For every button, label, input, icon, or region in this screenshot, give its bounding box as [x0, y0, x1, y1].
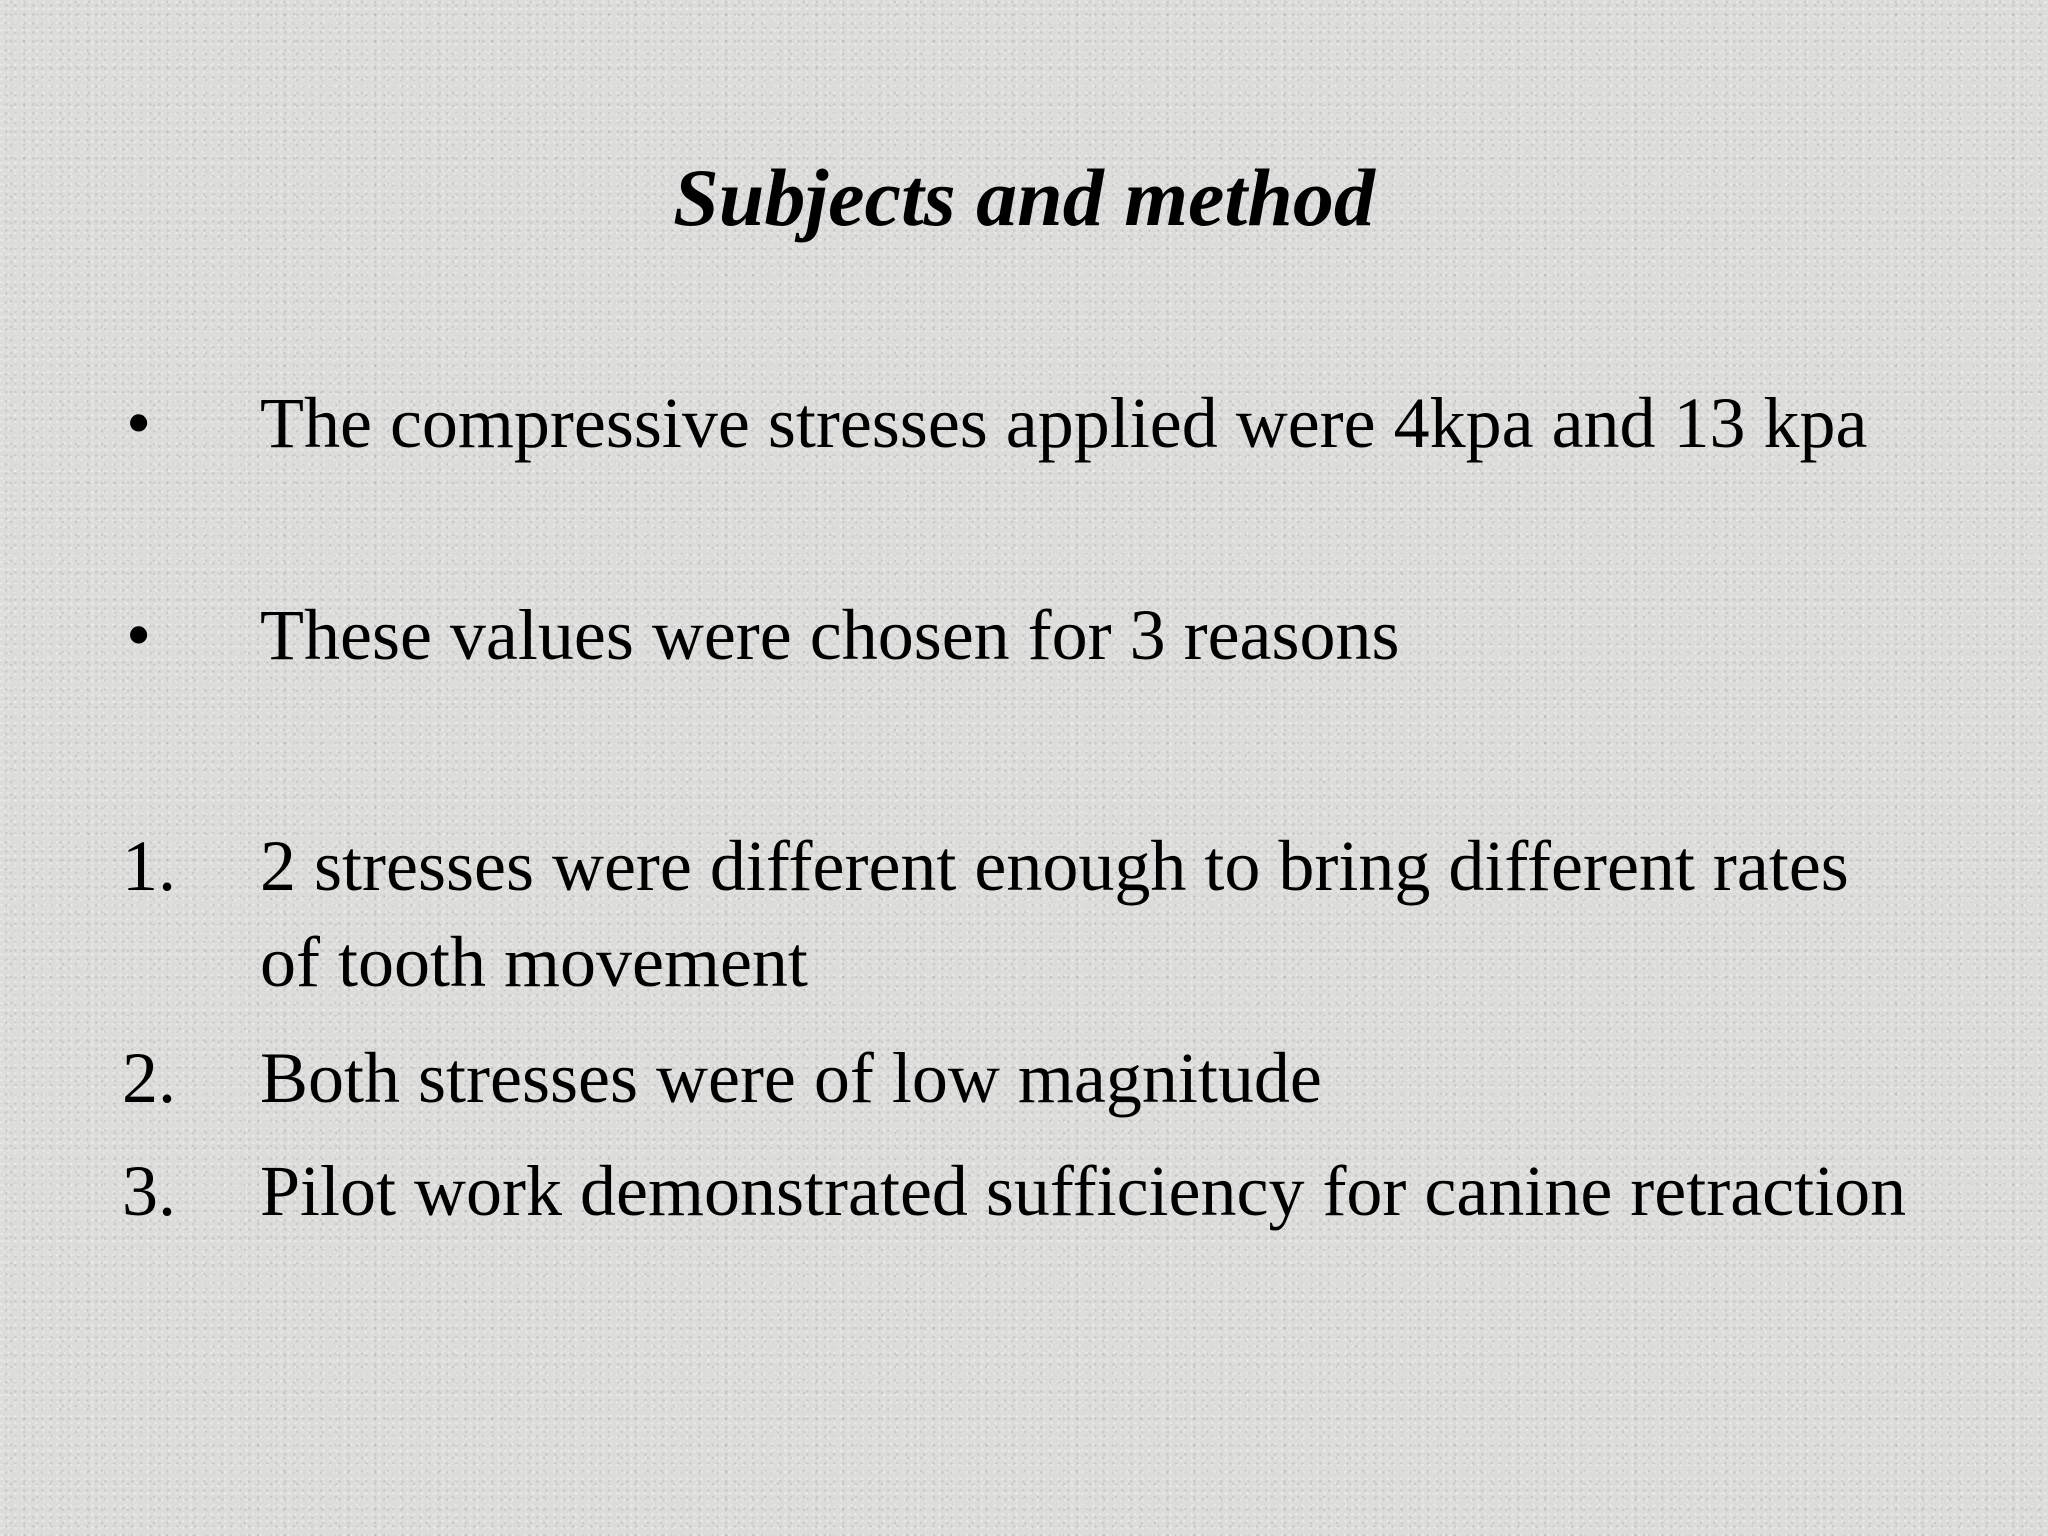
bullet-text: These values were chosen for 3 reasons: [260, 595, 1400, 675]
numbered-text: Pilot work demonstrated sufficiency for canine retraction: [260, 1151, 1907, 1231]
slide-title: Subjects and method: [673, 152, 1375, 243]
numbered-text: Both stresses were of low magnitude: [260, 1038, 1322, 1118]
number-marker: 2.: [122, 1038, 176, 1118]
number-marker: 1.: [122, 826, 176, 906]
bullet-text: The compressive stresses applied were 4kpa and 13 kpa: [260, 383, 1868, 463]
numbered-text: 2 stresses were different enough to bring different rates of tooth movement: [260, 826, 1849, 1002]
bullet-marker: •: [126, 595, 152, 675]
number-marker: 3.: [122, 1151, 176, 1231]
bullet-marker: •: [126, 383, 152, 463]
